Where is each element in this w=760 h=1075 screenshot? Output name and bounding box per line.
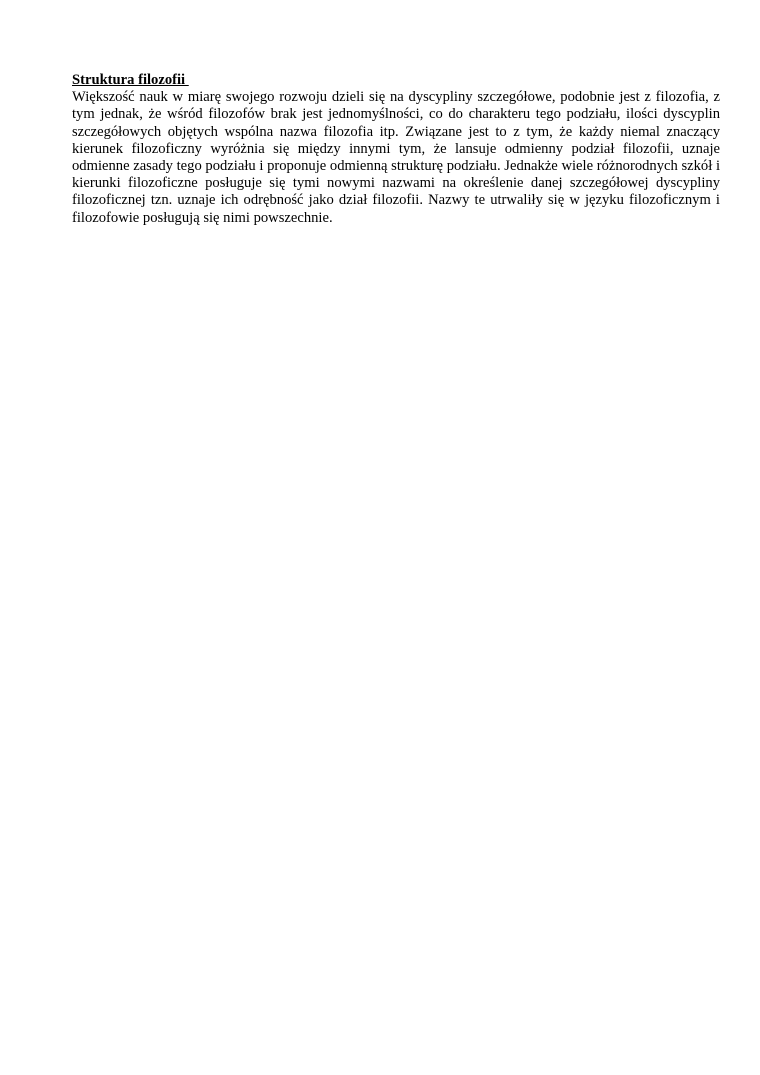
document-paragraph: Większość nauk w miarę swojego rozwoju dzieli się na dyscypliny szczegółowe, podobnie jest z filozofia, z tym jednak, że wśród filozofów brak jest jednomyślności, co do charakteru tego podziału, ilości dyscyplin szczegółowych objętych wspólna nazwa filozofia itp. Związane jest to z tym, że każdy niemal znaczący kierunek filozoficzny wyróżnia się między innymi tym, że lansuje odmienny podział filozofii, uznaje odmienne zasady tego podziału i proponuje odmienną strukturę podziału. Jednakże wiele różnorodnych szkół i kierunki filozoficzne posługuje się tymi nowymi nazwami na określenie danej szczegółowej dyscypliny filozoficznej tzn. uznaje ich odrębność jako dział filozofii. Nazwy te utrwaliły się w języku filozoficznym i filozofowie posługują się nimi powszechnie. bbox=[72, 89, 720, 226]
document-title: Struktura filozofii bbox=[72, 72, 189, 88]
document-body bbox=[72, 72, 720, 227]
